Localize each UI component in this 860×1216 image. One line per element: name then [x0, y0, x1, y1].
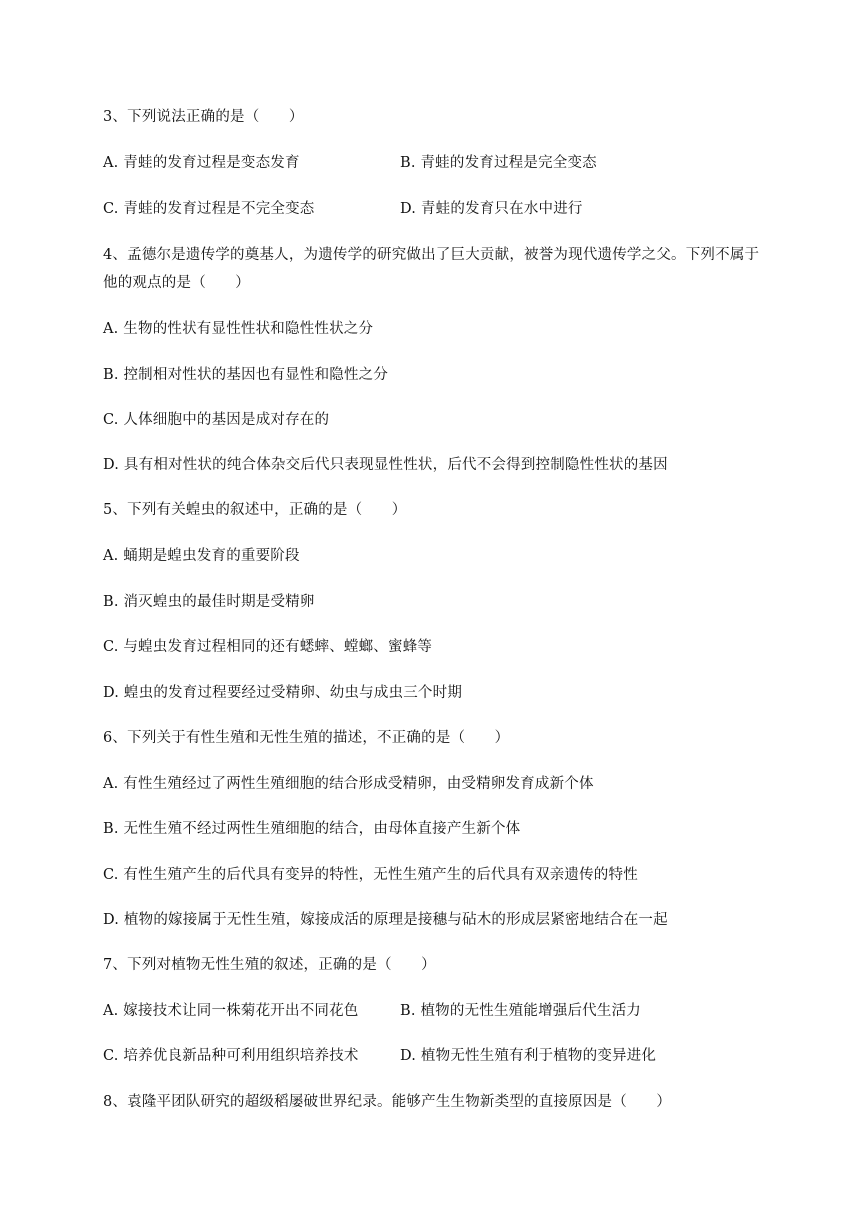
- question-7-option-a: A. 嫁接技术让同一株菊花开出不同花色: [103, 1003, 359, 1019]
- question-4-option-d: D. 具有相对性状的纯合体杂交后代只表现显性性状，后代不会得到控制隐性性状的基因: [103, 457, 668, 473]
- question-4-stem-line-2: 他的观点的是（ ）: [103, 275, 250, 291]
- question-6-option-a: A. 有性生殖经过了两性生殖细胞的结合形成受精卵，由受精卵发育成新个体: [103, 776, 594, 792]
- question-6-option-c: C. 有性生殖产生的后代具有变异的特性，无性生殖产生的后代具有双亲遗传的特性: [103, 867, 638, 883]
- question-4-option-a: A. 生物的性状有显性性状和隐性性状之分: [103, 321, 374, 337]
- question-3-stem: 3、下列说法正确的是（ ）: [103, 109, 304, 125]
- question-7-stem: 7、下列对植物无性生殖的叙述，正确的是（ ）: [103, 957, 436, 973]
- question-7-option-c: C. 培养优良新品种可利用组织培养技术: [103, 1048, 359, 1064]
- question-6-stem: 6、下列关于有性生殖和无性生殖的描述，不正确的是（ ）: [103, 730, 510, 746]
- question-7-option-d: D. 植物无性生殖有利于植物的变异进化: [400, 1048, 657, 1064]
- question-3-option-c: C. 青蛙的发育过程是不完全变态: [103, 201, 315, 217]
- question-4-option-c: C. 人体细胞中的基因是成对存在的: [103, 412, 330, 428]
- question-3-option-a: A. 青蛙的发育过程是变态发育: [103, 155, 300, 171]
- question-5-option-d: D. 蝗虫的发育过程要经过受精卵、幼虫与成虫三个时期: [103, 685, 463, 701]
- question-3-option-d: D. 青蛙的发育只在水中进行: [400, 201, 583, 217]
- question-5-option-a: A. 蛹期是蝗虫发育的重要阶段: [103, 548, 300, 564]
- question-6-option-d: D. 植物的嫁接属于无性生殖，嫁接成活的原理是接穗与砧木的形成层紧密地结合在一起: [103, 912, 668, 928]
- question-7-option-b: B. 植物的无性生殖能增强后代生活力: [400, 1003, 641, 1019]
- question-4-option-b: B. 控制相对性状的基因也有显性和隐性之分: [103, 367, 389, 383]
- question-5-stem: 5、下列有关蝗虫的叙述中，正确的是（ ）: [103, 502, 407, 518]
- question-3-option-b: B. 青蛙的发育过程是完全变态: [400, 155, 597, 171]
- question-8-stem: 8、袁隆平团队研究的超级稻屡破世界纪录。能够产生生物新类型的直接原因是（ ）: [103, 1094, 672, 1110]
- question-5-option-b: B. 消灭蝗虫的最佳时期是受精卵: [103, 594, 315, 610]
- question-6-option-b: B. 无性生殖不经过两性生殖细胞的结合，由母体直接产生新个体: [103, 821, 521, 837]
- question-4-stem-line-1: 4、孟德尔是遗传学的奠基人，为遗传学的研究做出了巨大贡献，被誉为现代遗传学之父。下列不属于: [103, 247, 760, 263]
- question-5-option-c: C. 与蝗虫发育过程相同的还有蟋蟀、螳螂、蜜蜂等: [103, 639, 433, 655]
